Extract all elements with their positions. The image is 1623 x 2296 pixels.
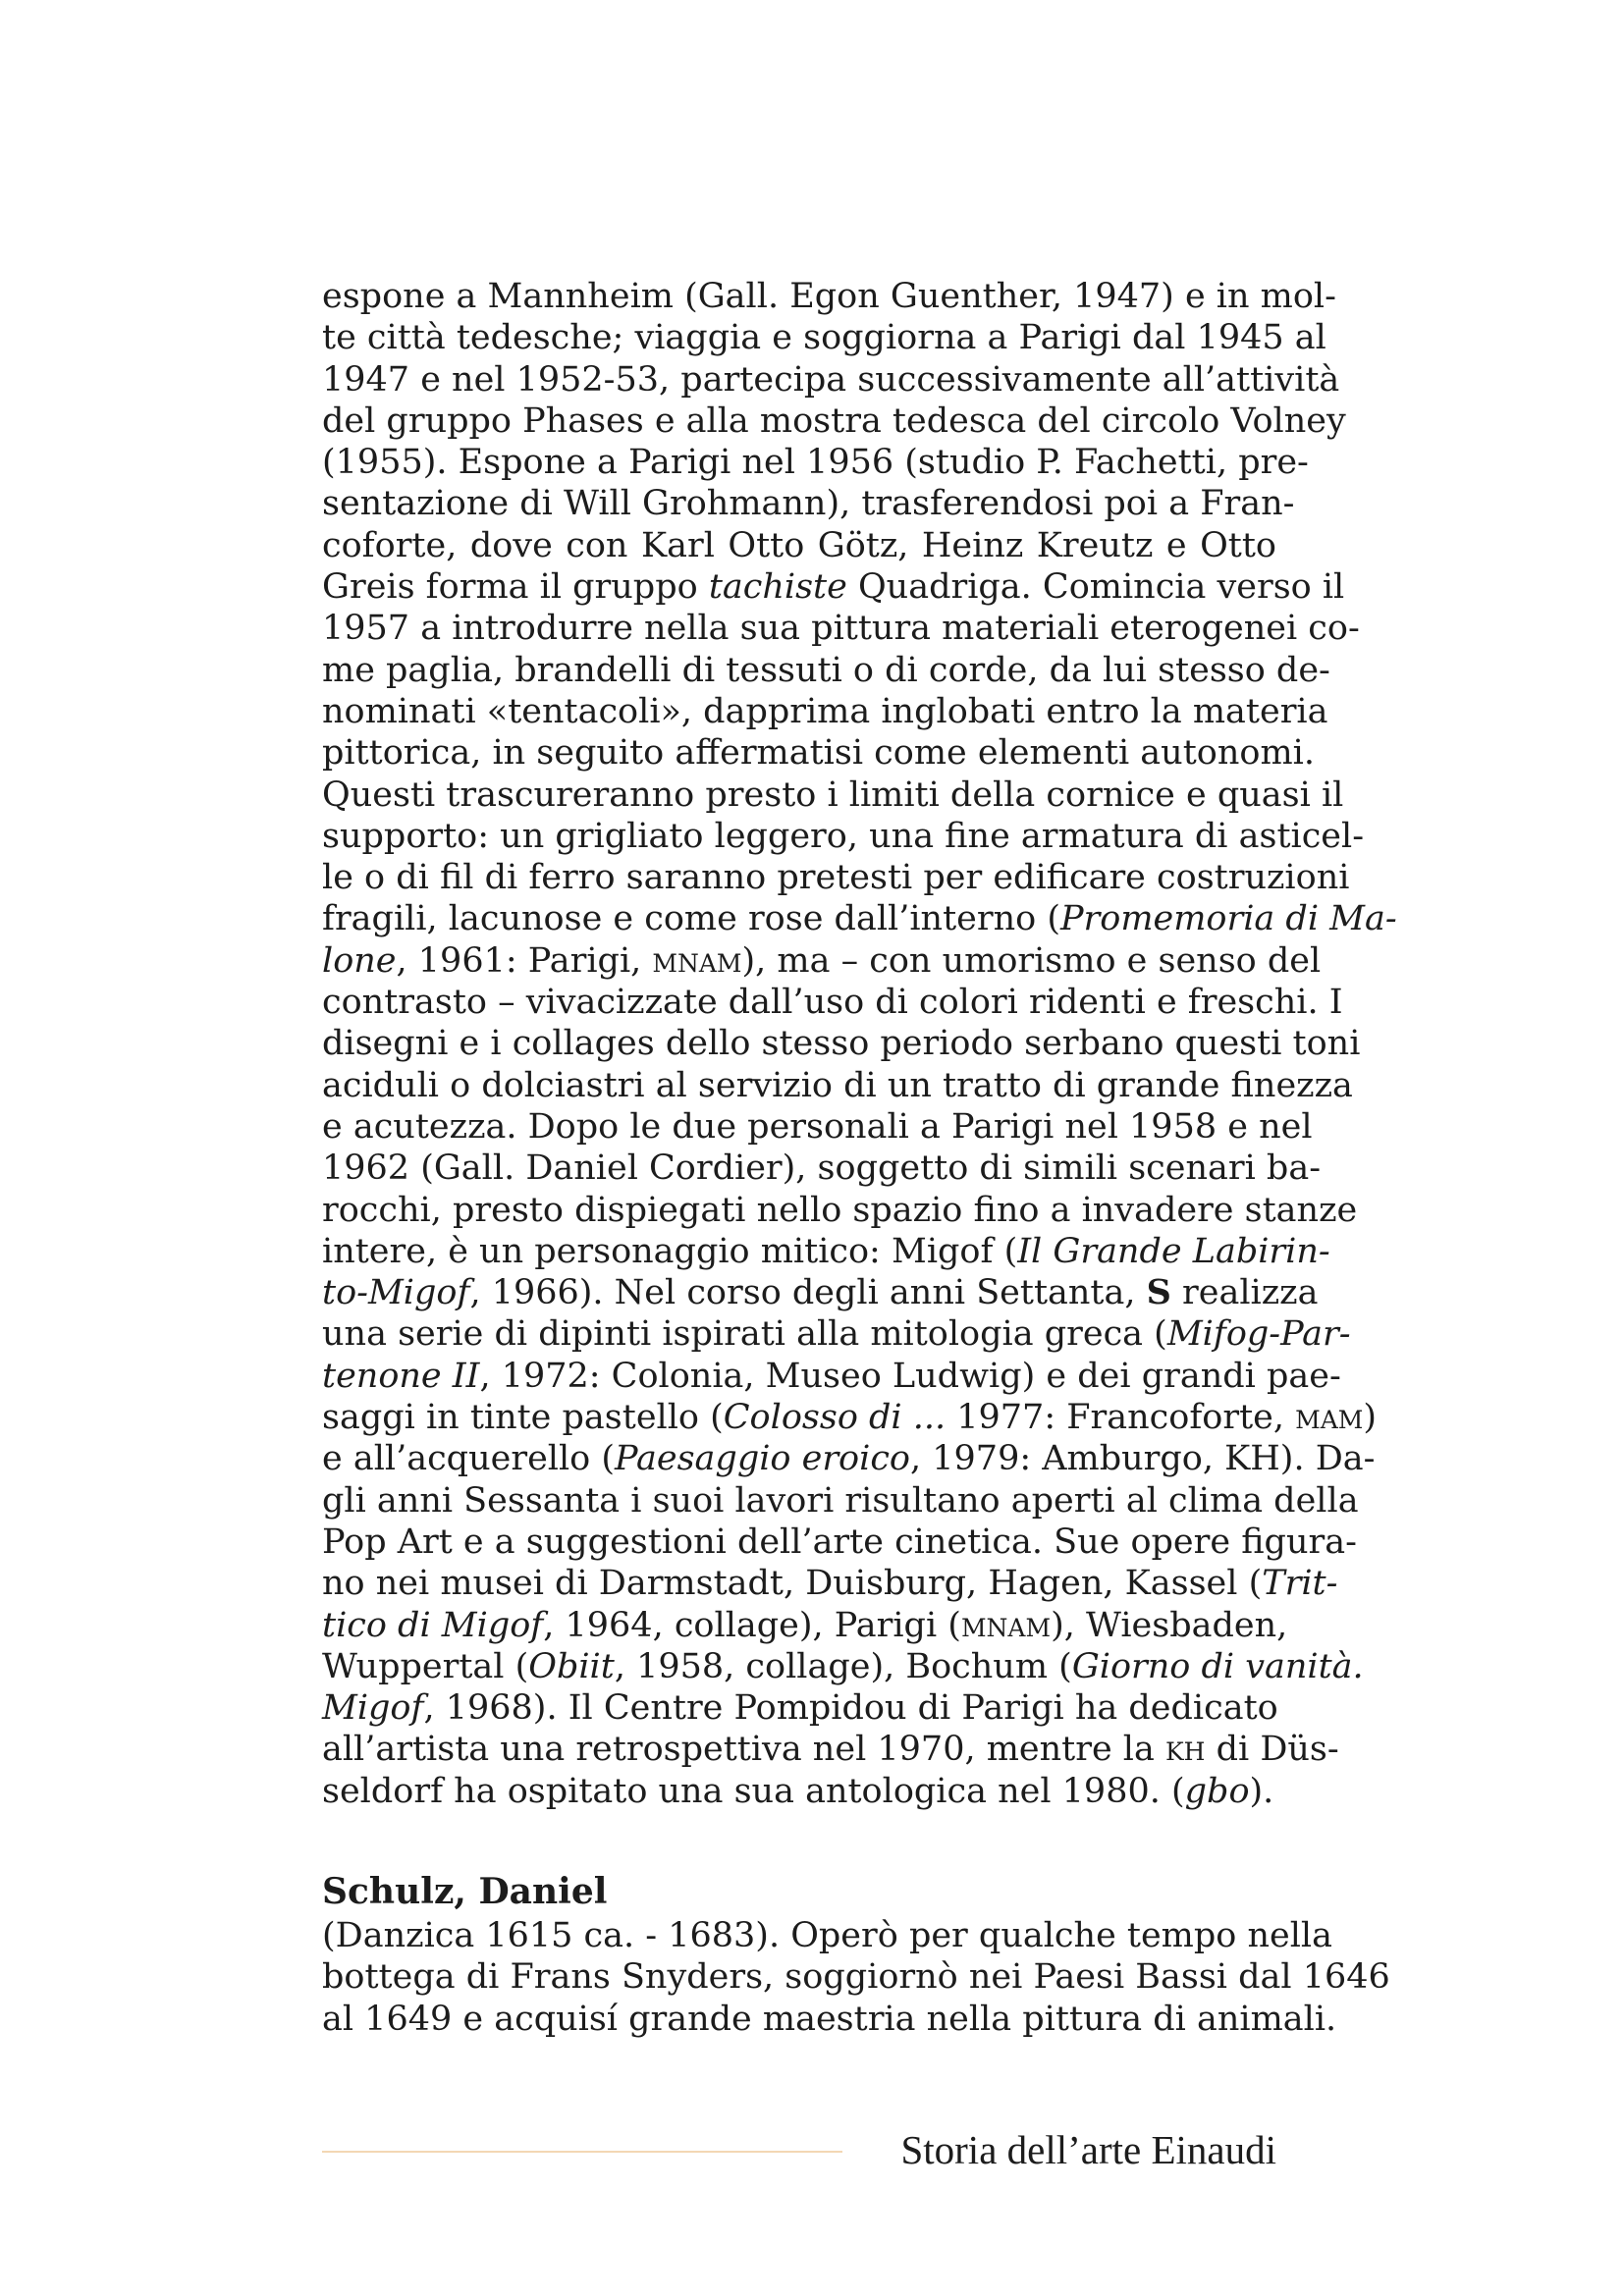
body-line: Migof, 1968). Il Centre Pompidou di Parigi ha dedicato xyxy=(322,1688,1278,1729)
footer-publication-title: Storia dell’arte Einaudi xyxy=(900,2127,1276,2172)
museum-abbrev: kh xyxy=(1164,1730,1206,1770)
artwork-title: Colosso di ... xyxy=(723,1398,947,1438)
artwork-title: Obiit xyxy=(528,1646,615,1686)
artwork-title: Mifog-Par- xyxy=(1166,1314,1351,1355)
museum-abbrev: mnam xyxy=(652,940,742,981)
body-line: una serie di dipinti ispirati alla mitologia greca (Mifog-Par- xyxy=(322,1314,1351,1355)
body-line: no nei musei di Darmstadt, Duisburg, Hagen, Kassel (Trit- xyxy=(322,1564,1338,1604)
entry-line: bottega di Frans Snyders, soggiornò nei Paesi Bassi dal 1646 xyxy=(322,1957,1390,1998)
body-line: all’artista una retrospettiva nel 1970, mentre la kh di Düs- xyxy=(322,1730,1339,1770)
body-line: 1957 a introdurre nella sua pittura materiali eterogenei co- xyxy=(322,609,1360,649)
body-line: seldorf ha ospitato una sua antologica nel 1980. (gbo). xyxy=(322,1771,1274,1811)
body-line: intere, è un personaggio mitico: Migof (Il Grande Labirin- xyxy=(322,1231,1330,1271)
body-line: rocchi, presto dispiegati nello spazio fino a invadere stanze xyxy=(322,1190,1358,1230)
body-line: Wuppertal (Obiit, 1958, collage), Bochum (Giorno di vanità. xyxy=(322,1646,1364,1686)
artwork-title: Paesaggio eroico xyxy=(615,1439,911,1479)
body-line: fragili, lacunose e come rose dall’interno (Promemoria di Ma- xyxy=(322,899,1397,939)
artwork-title: tenone II xyxy=(322,1356,480,1396)
body-line: contrasto – vivacizzate dall’uso di colori ridenti e freschi. I xyxy=(322,983,1343,1023)
museum-abbrev: mnam xyxy=(960,1605,1052,1645)
body-line: Greis forma il gruppo tachiste Quadriga. Comincia verso il xyxy=(322,567,1345,608)
italic-term: tachiste xyxy=(708,567,847,608)
entry-heading: Schulz, Daniel xyxy=(322,1871,608,1912)
artist-initial: S xyxy=(1146,1272,1171,1313)
entry-line: al 1649 e acquisí grande maestria nella pittura di animali. xyxy=(322,1999,1337,2039)
body-line: sentazione di Will Grohmann), trasferendosi poi a Fran- xyxy=(322,484,1295,524)
body-line: Pop Art e a suggestioni dell’arte cinetica. Sue opere figura- xyxy=(322,1522,1357,1562)
body-line: Questi trascureranno presto i limiti della cornice e quasi il xyxy=(322,774,1344,815)
body-line: to-Migof, 1966). Nel corso degli anni Settanta, S realizza xyxy=(322,1272,1319,1313)
body-line: 1947 e nel 1952-53, partecipa successivamente all’attività xyxy=(322,359,1340,400)
entry-line: (Danzica 1615 ca. - 1683). Operò per qualche tempo nella xyxy=(322,1916,1332,1955)
body-line: coforte, dove con Karl Otto Götz, Heinz Kreutz e Otto xyxy=(322,525,1276,565)
body-line: e acutezza. Dopo le due personali a Parigi nel 1958 e nel xyxy=(322,1106,1313,1147)
artwork-title: to-Migof xyxy=(322,1273,470,1313)
body-line: lone, 1961: Parigi, mnam), ma – con umorismo e senso del xyxy=(322,940,1322,981)
artwork-title: Trit- xyxy=(1262,1564,1338,1604)
artwork-title: Migof xyxy=(322,1688,424,1729)
body-line: aciduli o dolciastri al servizio di un tratto di grande finezza xyxy=(322,1065,1353,1105)
body-line: tico di Migof, 1964, collage), Parigi (mnam), Wiesbaden, xyxy=(322,1605,1288,1645)
body-line: supporto: un grigliato leggero, una fine armatura di asticel- xyxy=(322,816,1365,856)
footer-divider xyxy=(322,2151,842,2153)
body-line: pittorica, in seguito affermatisi come elementi autonomi. xyxy=(322,733,1315,774)
entry-body xyxy=(322,1915,1390,2040)
body-line: del gruppo Phases e alla mostra tedesca del circolo Volney xyxy=(322,400,1346,441)
body-line: (1955). Espone a Parigi nel 1956 (studio P. Fachetti, pre- xyxy=(322,443,1309,483)
body-line: le o di fil di ferro saranno pretesti per edificare costruzioni xyxy=(322,858,1350,898)
body-line: espone a Mannheim (Gall. Egon Guenther, 1947) e in mol- xyxy=(322,277,1336,316)
author-initials: gbo xyxy=(1184,1771,1250,1811)
body-line: gli anni Sessanta i suoi lavori risultano aperti al clima della xyxy=(322,1480,1359,1521)
artwork-title: Promemoria di Ma- xyxy=(1059,899,1397,939)
article-body xyxy=(322,276,1397,1812)
artwork-title: lone xyxy=(322,940,397,981)
body-line: nominati «tentacoli», dapprima inglobati entro la materia xyxy=(322,691,1328,731)
artwork-title: Giorno di vanità. xyxy=(1071,1646,1364,1686)
artwork-title: Il Grande Labirin- xyxy=(1017,1231,1330,1271)
artwork-title: tico di Migof xyxy=(322,1605,544,1645)
museum-abbrev: mam xyxy=(1295,1398,1364,1438)
body-line: te città tedesche; viaggia e soggiorna a Parigi dal 1945 al xyxy=(322,318,1326,358)
body-line: tenone II, 1972: Colonia, Museo Ludwig) e dei grandi pae- xyxy=(322,1356,1341,1396)
body-line: disegni e i collages dello stesso periodo serbano questi toni xyxy=(322,1024,1361,1064)
body-line: 1962 (Gall. Daniel Cordier), soggetto di simili scenari ba- xyxy=(322,1148,1322,1189)
body-line: e all’acquerello (Paesaggio eroico, 1979: Amburgo, KH). Da- xyxy=(322,1439,1376,1479)
body-line: me paglia, brandelli di tessuti o di corde, da lui stesso de- xyxy=(322,650,1330,690)
body-line: saggi in tinte pastello (Colosso di ... 1977: Francoforte, mam) xyxy=(322,1398,1378,1438)
